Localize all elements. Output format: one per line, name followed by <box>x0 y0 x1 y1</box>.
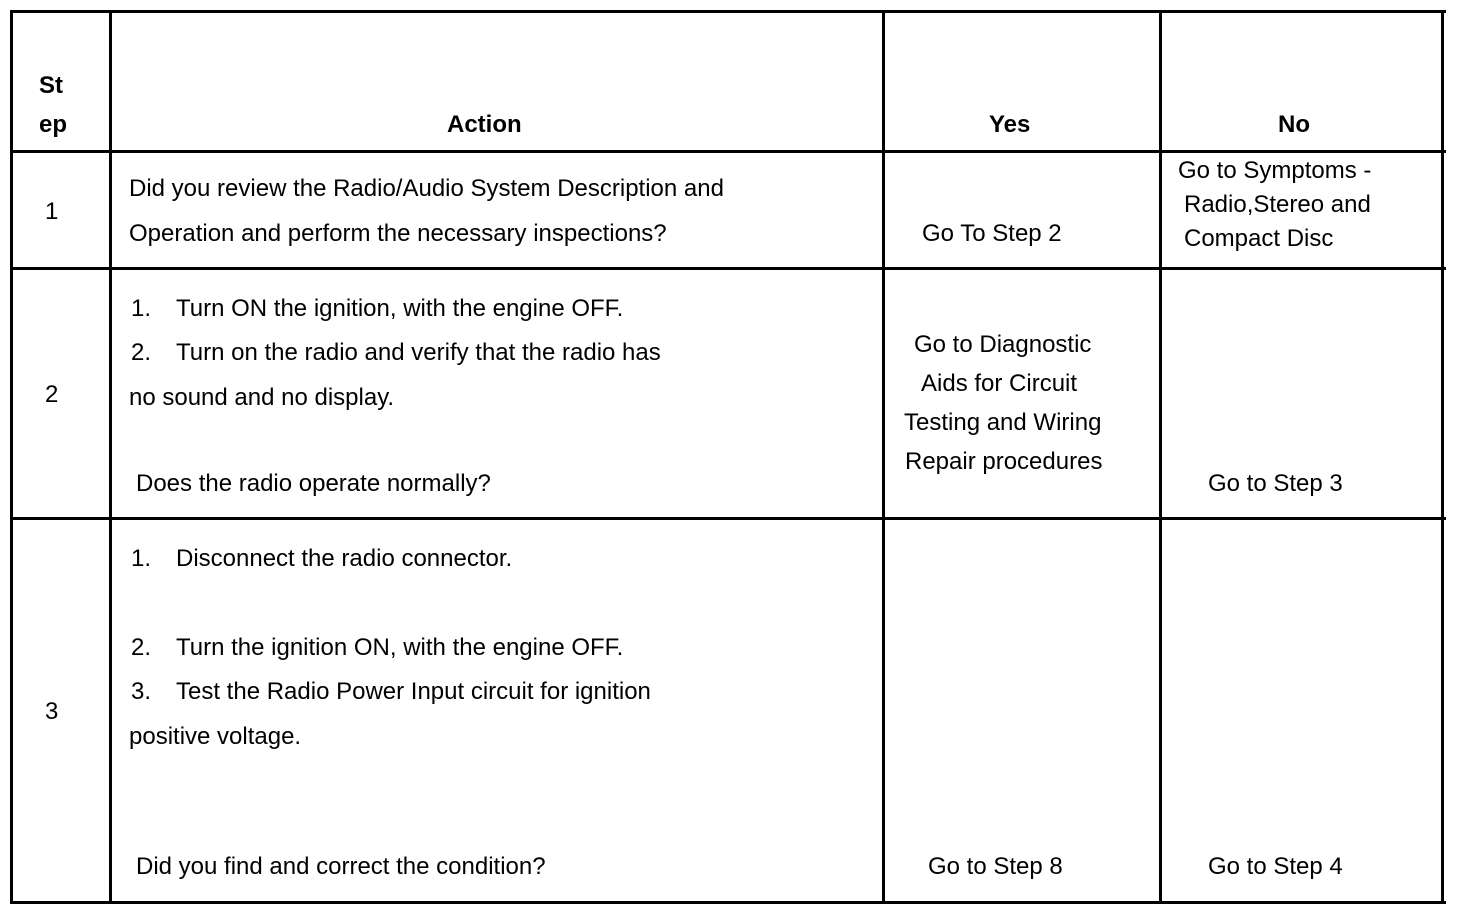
list-item-number: 2. <box>131 339 152 366</box>
table-border-left <box>10 10 13 904</box>
header-yes: Yes <box>989 111 1031 138</box>
list-item-number: 3. <box>131 678 152 705</box>
list-item-text: Turn ON the ignition, with the engine OFF. <box>176 295 624 322</box>
no-result: Go to Step 4 <box>1208 853 1343 880</box>
yes-result: Go to Step 8 <box>928 853 1063 880</box>
action-text: Did you review the Radio/Audio System Description and <box>129 175 724 202</box>
action-question: Did you find and correct the condition? <box>136 853 546 880</box>
step-number: 2 <box>45 381 59 408</box>
column-divider <box>109 10 112 904</box>
yes-result: Go to Diagnostic Aids for Circuit Testing and Wiring Repair procedures <box>904 331 1103 475</box>
header-action: Action <box>447 111 522 138</box>
column-divider <box>1159 10 1162 904</box>
action-text: Operation and perform the necessary inspections? <box>129 220 667 247</box>
list-item-number: 1. <box>131 545 152 572</box>
header-no: No <box>1278 111 1310 138</box>
header-step: St ep <box>39 72 68 138</box>
step-number: 3 <box>45 698 59 725</box>
action-text: no sound and no display. <box>129 384 395 411</box>
step-number: 1 <box>45 198 59 225</box>
column-divider <box>882 10 885 904</box>
list-item-number: 2. <box>131 634 152 661</box>
list-item-number: 1. <box>131 295 152 322</box>
table-border-bottom <box>10 901 1446 904</box>
row-divider <box>10 267 1446 270</box>
list-item-text: Disconnect the radio connector. <box>176 545 513 572</box>
header-divider <box>10 150 1446 153</box>
table-border-right <box>1441 10 1444 904</box>
list-item-text: Test the Radio Power Input circuit for ignition <box>176 678 651 705</box>
yes-result: Go To Step 2 <box>922 220 1062 247</box>
no-result: Go to Step 3 <box>1208 470 1343 497</box>
action-text: positive voltage. <box>129 723 302 750</box>
list-item-text: Turn on the radio and verify that the radio has <box>176 339 661 366</box>
row-divider <box>10 517 1446 520</box>
table-border-top <box>10 10 1446 13</box>
no-result: Go to Symptoms - Radio,Stereo and Compact Disc <box>1178 157 1372 252</box>
action-question: Does the radio operate normally? <box>136 470 491 497</box>
list-item-text: Turn the ignition ON, with the engine OFF. <box>176 634 624 661</box>
